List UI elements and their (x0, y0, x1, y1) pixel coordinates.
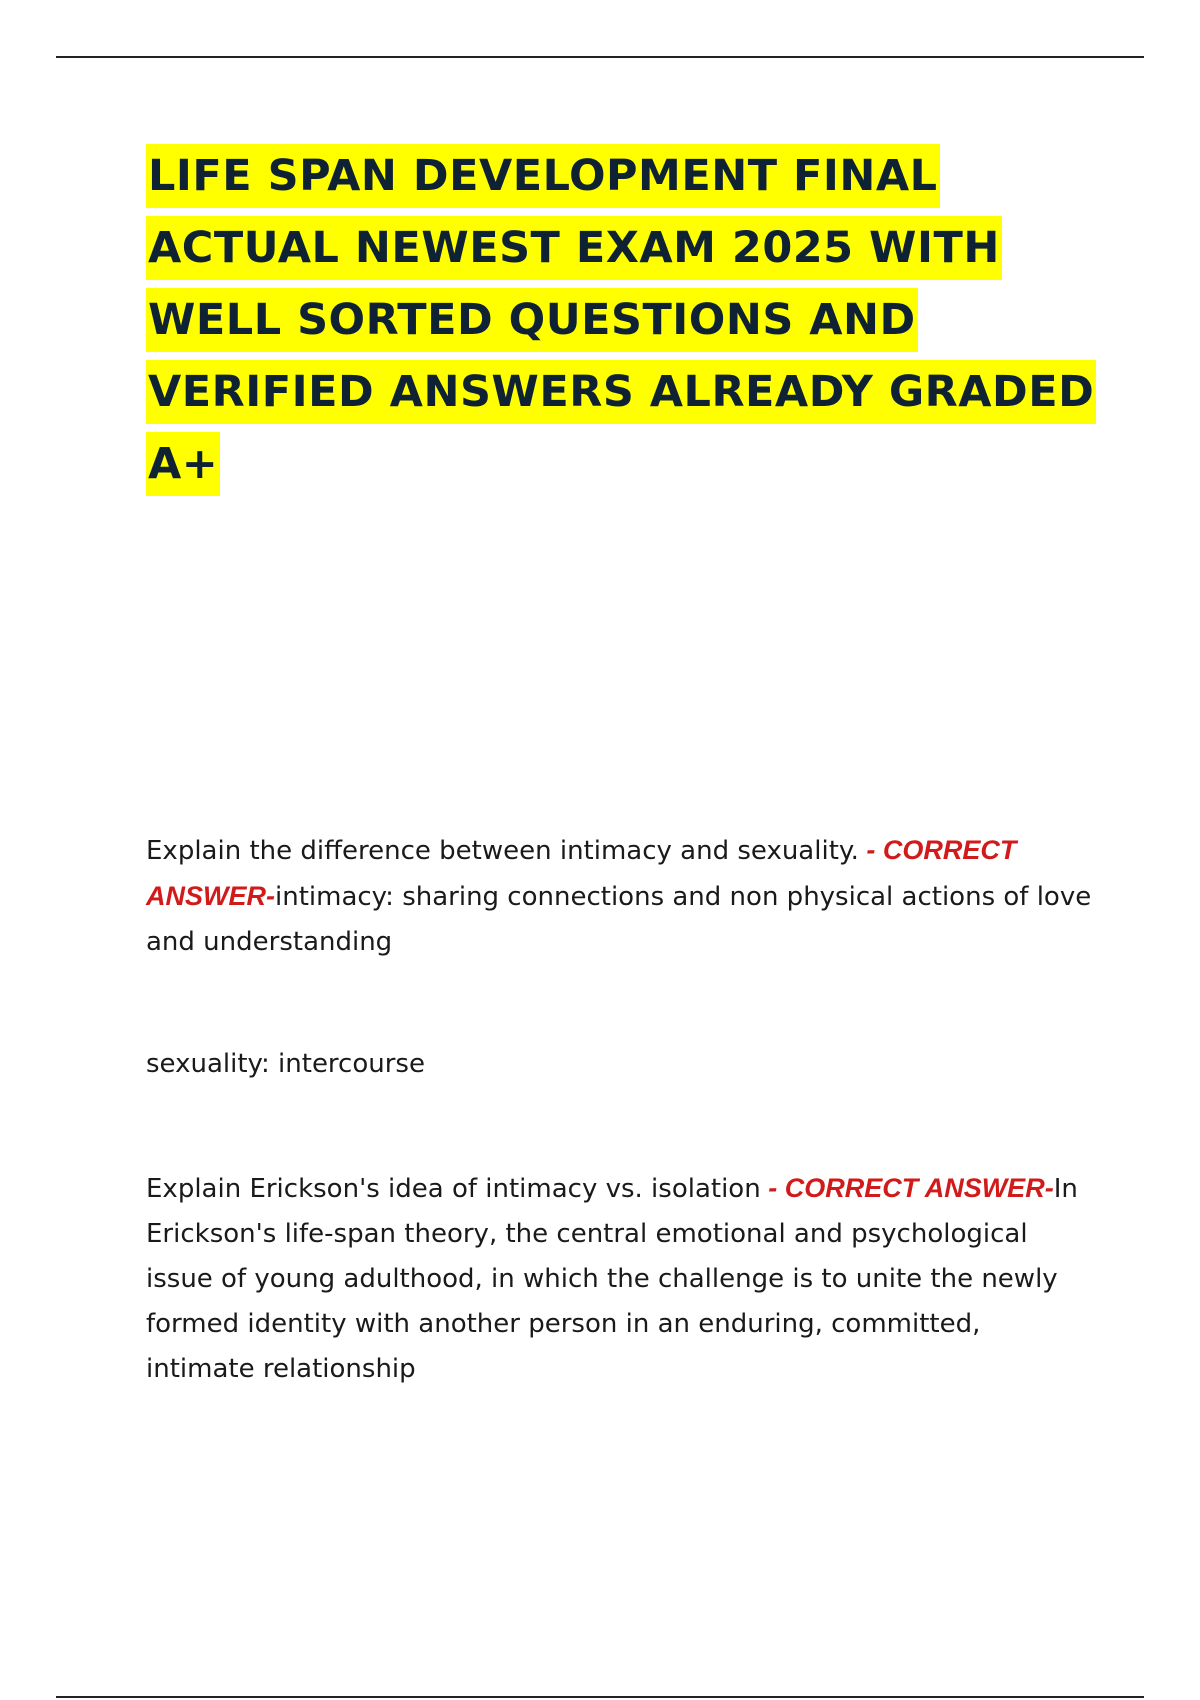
title-line-2: ACTUAL NEWEST EXAM 2025 WITH (146, 216, 1002, 280)
question-text: Explain Erickson's idea of intimacy vs. isolation (146, 1174, 761, 1204)
qa-item-2 (146, 1166, 1096, 1392)
document-title (146, 144, 1106, 504)
title-line-5: A+ (146, 432, 220, 496)
question-text: Explain the difference between intimacy and sexuality. (146, 836, 859, 866)
answer-text-extra: sexuality: intercourse (146, 1049, 425, 1079)
bottom-divider (56, 1696, 1144, 1698)
answer-text: intimacy: sharing connections and non physical actions of love and understanding (146, 882, 1092, 957)
qa-item-1-extra (146, 1042, 1096, 1087)
title-line-1: LIFE SPAN DEVELOPMENT FINAL (146, 144, 940, 208)
title-line-4: VERIFIED ANSWERS ALREADY GRADED (146, 360, 1096, 424)
top-divider (56, 56, 1144, 58)
correct-answer-marker: - CORRECT ANSWER- (760, 1173, 1054, 1203)
title-line-3: WELL SORTED QUESTIONS AND (146, 288, 918, 352)
qa-item-1 (146, 828, 1096, 965)
answer-text: In Erickson's life-span theory, the central emotional and psychological issue of young adulthood, in which the challenge is to unite the newly formed identity with another person in an enduring, committed, intimate relationship (146, 1174, 1078, 1384)
correct-answer-marker: - CORRECT ANSWER- (146, 835, 1017, 911)
